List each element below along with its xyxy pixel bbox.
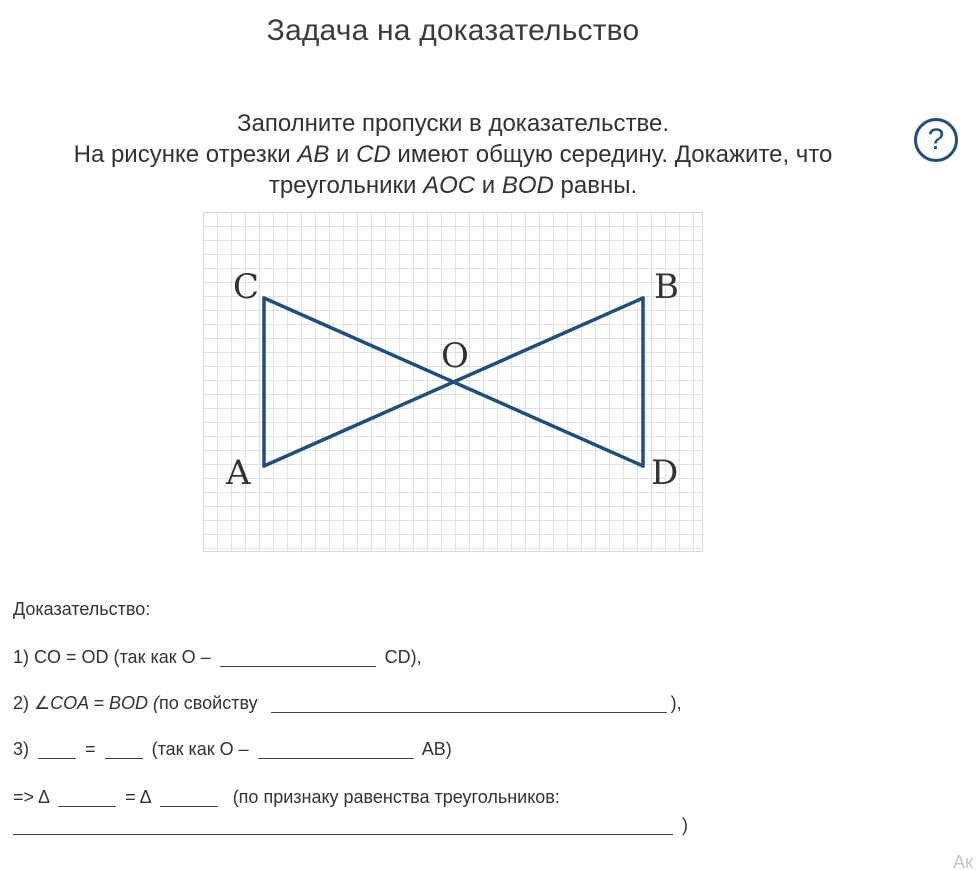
- help-button[interactable]: [914, 118, 958, 162]
- blank-input[interactable]: [271, 692, 667, 713]
- point-label-d: D: [651, 453, 679, 493]
- proof-text: (по признаку равенства треугольников:: [232, 787, 560, 807]
- proof-text: ),: [670, 693, 682, 713]
- statement-line-3: [0, 170, 906, 201]
- statement-text: имеют общую середину. Докажите, что: [390, 141, 833, 168]
- task-statement: [0, 108, 906, 201]
- corner-text: Ак: [953, 852, 973, 870]
- blank-input[interactable]: [160, 786, 218, 807]
- proof-step-1: [13, 642, 422, 668]
- segment-ab: AB: [297, 141, 330, 168]
- proof-text: => Δ: [13, 787, 50, 807]
- blank-input[interactable]: [13, 814, 673, 835]
- figure-svg: [203, 212, 703, 552]
- blank-input[interactable]: [38, 738, 76, 759]
- statement-line-1: Заполните пропуски в доказательстве.: [236, 110, 670, 137]
- proof-text: CD),: [384, 647, 422, 667]
- proof-text: 3): [13, 739, 30, 759]
- blank-input[interactable]: [220, 646, 376, 667]
- point-label-b: B: [654, 267, 679, 307]
- proof-heading: Доказательство:: [13, 599, 151, 619]
- statement-text: и: [475, 172, 502, 199]
- blank-input[interactable]: [258, 738, 414, 759]
- blank-input[interactable]: [58, 786, 116, 807]
- triangle-aoc: AOC: [423, 172, 476, 199]
- statement-text: треугольники: [268, 172, 424, 199]
- proof-text: 2): [13, 693, 35, 713]
- segment-cd: CD: [356, 141, 391, 168]
- triangle-bod: BOD: [501, 172, 554, 199]
- statement-text: и: [329, 141, 357, 168]
- statement-text: На рисунке отрезки: [73, 141, 298, 168]
- proof-step-3: [13, 734, 452, 760]
- point-label-a: A: [226, 453, 251, 493]
- point-label-c: C: [233, 267, 260, 307]
- proof-text: 1) CO = OD (так как O –: [13, 647, 211, 667]
- proof-text: =: [85, 739, 96, 759]
- proof-text: ): [682, 815, 689, 835]
- proof-text: по свойству: [159, 693, 258, 713]
- proof-text: = Δ: [125, 787, 151, 807]
- statement-text: равны.: [553, 172, 638, 199]
- proof-text: AB): [421, 739, 452, 759]
- question-icon: ?: [927, 123, 945, 156]
- proof-step-4: [13, 782, 560, 808]
- proof-step-2: [13, 688, 682, 714]
- angle-expression: ∠COA = BOD (: [34, 693, 160, 713]
- page-title: Задача на доказательство: [266, 14, 640, 47]
- proof-text: (так как O –: [151, 739, 249, 759]
- proof-step-5: [13, 810, 688, 836]
- blank-input[interactable]: [105, 738, 143, 759]
- statement-line-2: [0, 139, 906, 170]
- geometry-figure: [203, 212, 703, 552]
- point-label-o: O: [441, 336, 469, 376]
